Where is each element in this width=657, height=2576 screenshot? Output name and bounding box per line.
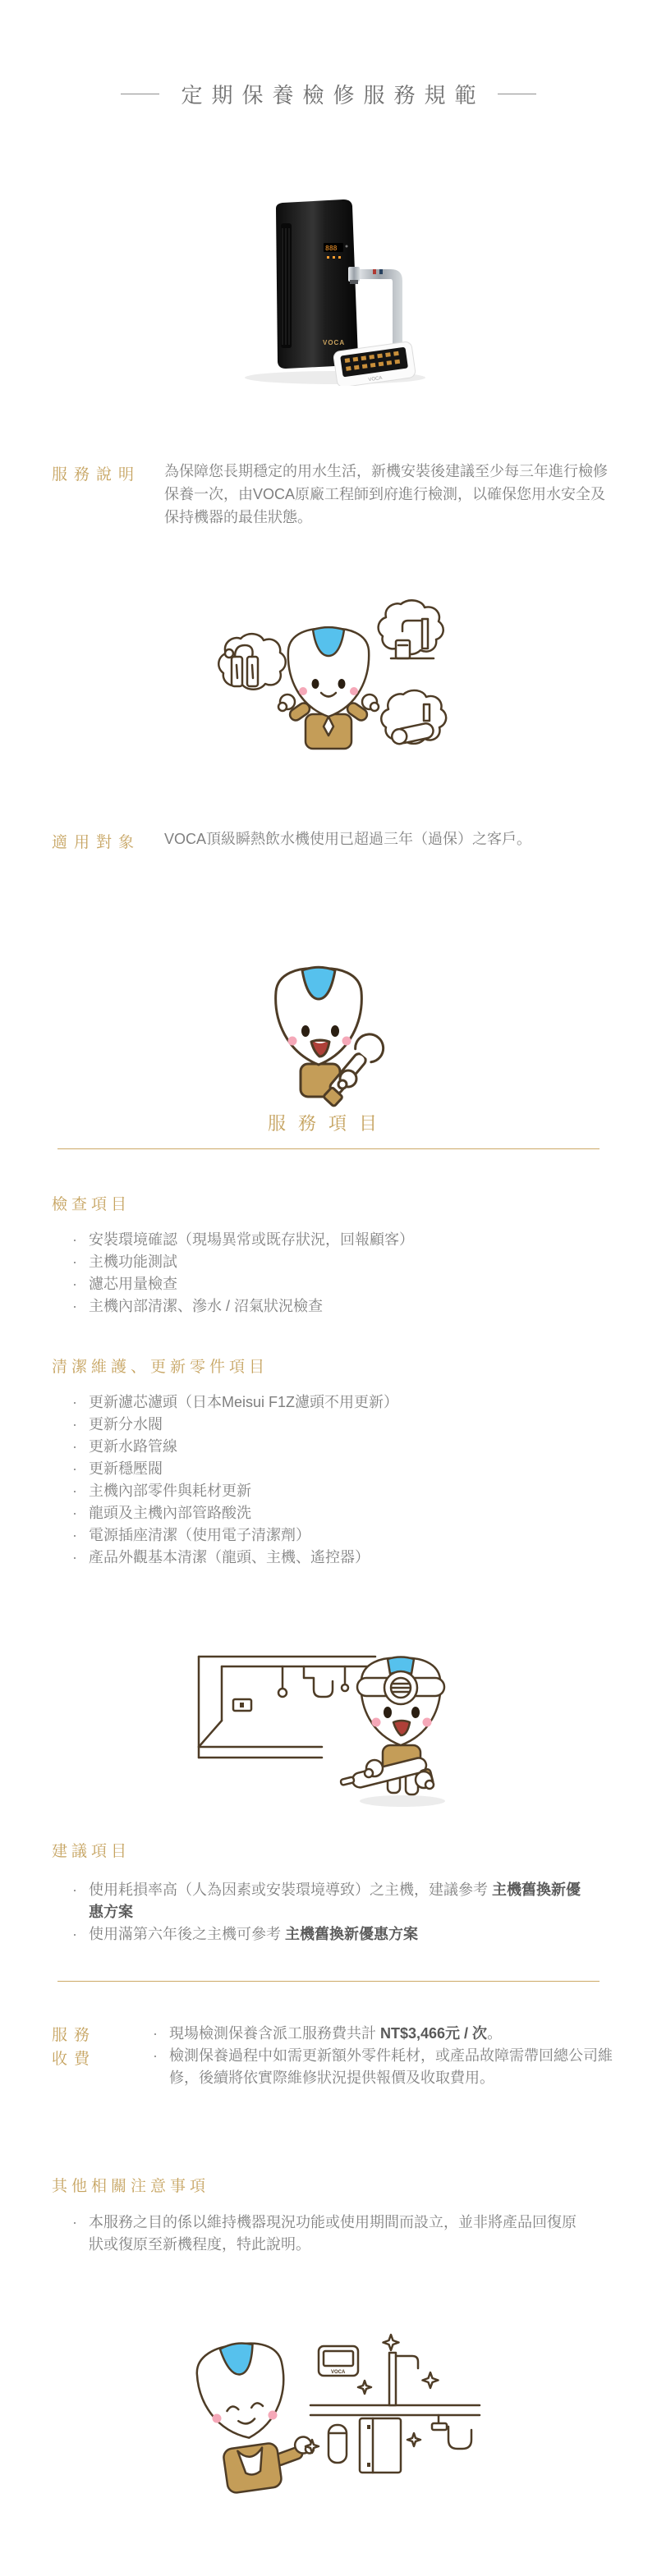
- clean-sink-line-art: [310, 2346, 480, 2473]
- mascot-illustration-clean-install: [187, 2333, 486, 2556]
- list-item: · 使用滿第六年後之主機可參考 主機舊換新優惠方案: [72, 1923, 588, 1946]
- divider-gold-top: [57, 1148, 600, 1149]
- list-item: · 主機內部清潔、滲水 / 沼氣狀況檢查: [72, 1295, 606, 1318]
- target-body: VOCA頂級瞬熱飲水機使用已超過三年（過保）之客戶。: [164, 831, 532, 847]
- list-item: · 現場檢測保養含派工服務費共計 NT$3,466元 / 次。: [153, 2023, 613, 2045]
- mascot-illustration-devices: [204, 598, 455, 788]
- list-item: · 產品外觀基本清潔（龍頭、主機、遙控器）: [72, 1547, 606, 1569]
- bullet: ·: [153, 2047, 158, 2064]
- list-item: · 更新濾芯濾頭（日本Meisui F1Z濾頭不用更新）: [72, 1391, 606, 1414]
- display-digits: 888: [325, 245, 338, 252]
- service-description-label: 服務說明: [52, 466, 141, 484]
- list-item: · 主機功能測試: [72, 1251, 606, 1273]
- list-item: · 更新分水閥: [72, 1414, 606, 1436]
- mascot-illustration-wrench: [237, 962, 420, 1115]
- cleaning-heading: 清潔維護、更新零件項目: [52, 1359, 269, 1376]
- bullet: ·: [72, 1460, 77, 1477]
- service-items-heading: 服務項目: [267, 1113, 389, 1134]
- mascot-character: [340, 1657, 444, 1807]
- bullet: ·: [72, 1926, 77, 1942]
- mascot-character: [278, 627, 379, 749]
- bullet: ·: [72, 1276, 77, 1292]
- divider-gold-bottom: [57, 1981, 600, 1982]
- bullet: ·: [72, 1882, 77, 1898]
- service-description-body: 為保障您長期穩定的用水生活，新機安裝後建議至少每三年進行檢修保養一次，由VOCA原廠工程師到府進行檢測，以確保您用水安全及保持機器的最佳狀態。: [164, 463, 608, 525]
- list-item: · 濾芯用量檢查: [72, 1273, 606, 1295]
- bullet: ·: [72, 1527, 77, 1543]
- cabinet-line-art: [199, 1657, 375, 1758]
- brand-logo-remote: VOCA: [331, 2370, 346, 2375]
- bullet: ·: [72, 1298, 77, 1314]
- bullet: ·: [72, 1416, 77, 1432]
- bullet: ·: [153, 2025, 158, 2042]
- notes-heading: 其他相關注意事項: [52, 2178, 210, 2195]
- bubble-filter-icon: [218, 634, 285, 690]
- mascot-character: [193, 2335, 318, 2496]
- bubble-filter-head-icon: [381, 690, 446, 745]
- suggestions-heading: 建議項目: [52, 1843, 131, 1860]
- mascot-illustration-undersink-repair: [191, 1640, 475, 1819]
- bullet: ·: [72, 1505, 77, 1521]
- bullet: ·: [72, 1254, 77, 1270]
- notes-list: [72, 2212, 588, 2256]
- target-label: 適用對象: [52, 834, 141, 851]
- bullet: ·: [72, 2214, 77, 2230]
- product-image-water-dispenser: [228, 195, 437, 386]
- fees-label: 服務 收費: [52, 2027, 97, 2068]
- list-item: · 更新水路管線: [72, 1436, 606, 1458]
- list-item: · 檢測保養過程中如需更新額外零件耗材，或產品故障需帶回總公司維修，後續將依實際維修狀況提供報價及收取費用。: [153, 2045, 613, 2089]
- list-item: · 使用耗損率高（人為因素或安裝環境導致）之主機，建議參考 主機舊換新優惠方案: [72, 1879, 588, 1923]
- bullet: ·: [72, 1483, 77, 1499]
- bullet: ·: [72, 1231, 77, 1248]
- fees-list: [153, 2023, 613, 2089]
- list-item: · 安裝環境確認（現場異常或既存狀況，回報顧客）: [72, 1229, 606, 1251]
- list-item: · 本服務之目的係以維持機器現況功能或使用期間而設立，並非將產品回復原狀或復原至新機程度，特此說明。: [72, 2212, 588, 2256]
- inspection-heading: 檢查項目: [52, 1196, 131, 1213]
- suggestions-list: [72, 1879, 588, 1946]
- brand-logo-tower: VOCA: [323, 339, 346, 346]
- bullet: ·: [72, 1438, 77, 1455]
- inspection-list: [72, 1229, 606, 1318]
- bullet: ·: [72, 1394, 77, 1410]
- list-item: · 更新穩壓閥: [72, 1458, 606, 1480]
- bullet: ·: [72, 1549, 77, 1565]
- page-title: 定期保養檢修服務規範: [181, 83, 485, 108]
- bubble-faucet-glass-icon: [379, 600, 443, 658]
- brand-logo-pad: VOCA: [368, 375, 383, 383]
- list-item: · 電源插座清潔（使用電子清潔劑）: [72, 1524, 606, 1547]
- cleaning-list: [72, 1391, 606, 1569]
- list-item: · 主機內部零件與耗材更新: [72, 1480, 606, 1502]
- page-header: [0, 79, 657, 109]
- list-item: · 龍頭及主機內部管路酸洗: [72, 1502, 606, 1524]
- dispenser-tower: [276, 199, 358, 369]
